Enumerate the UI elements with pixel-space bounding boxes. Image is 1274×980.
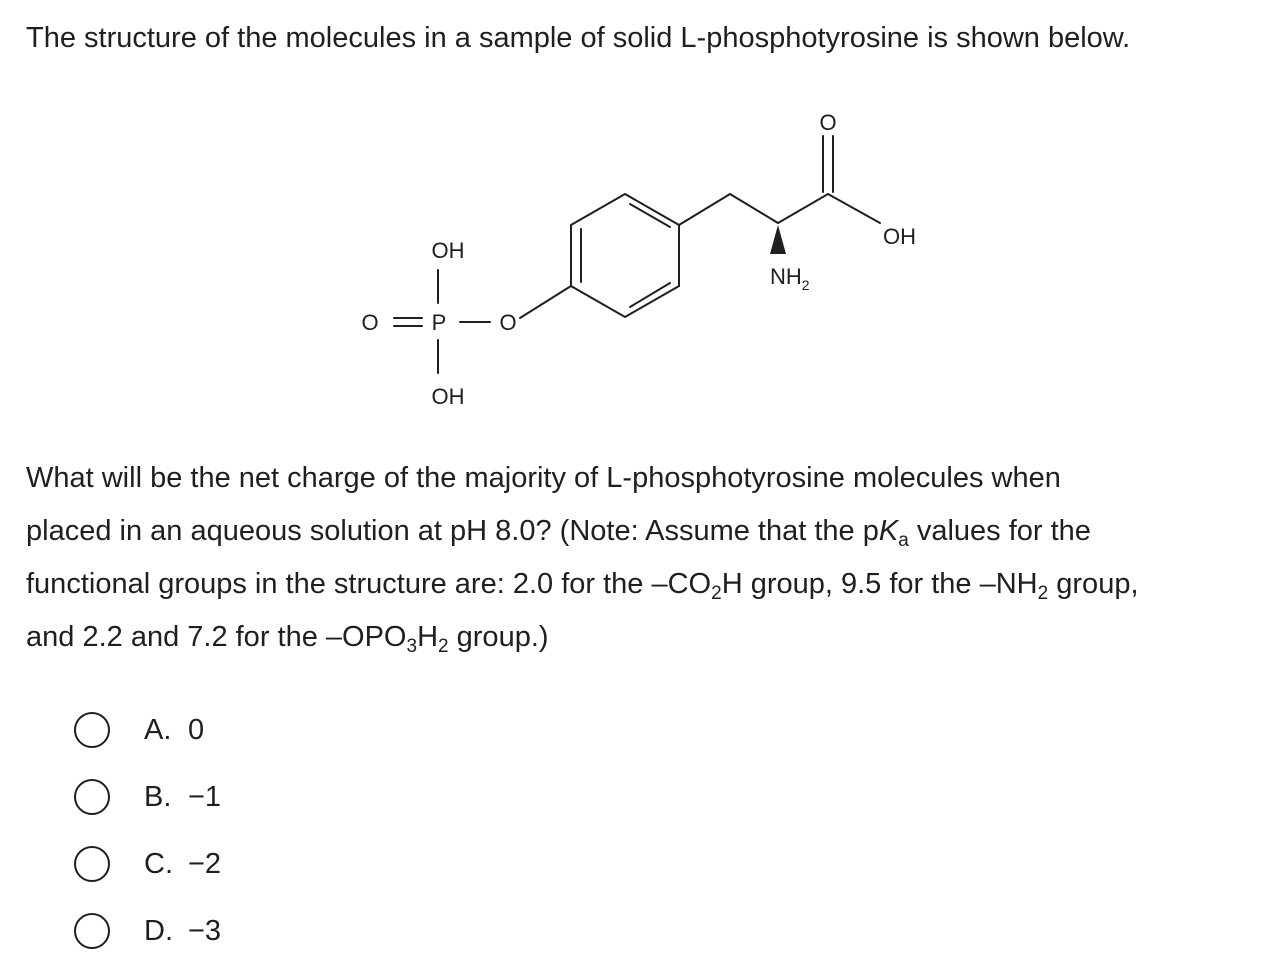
amine-group [770,264,810,293]
carboxyl-oh: OH [883,224,916,249]
question-line-3-text-c: group, [1048,568,1139,600]
question-line-2-text-b: values for the [908,515,1091,547]
radio-button-b[interactable] [74,779,110,815]
choice-b-letter: B. [144,780,172,813]
question-line-4-text-c: group.) [448,621,549,653]
question-line-4-text-a: and 2.2 and 7.2 for the –OPO [26,621,407,653]
answer-choices [74,708,221,976]
choice-d-letter: D. [144,914,173,947]
nh2-subscript: 2 [1037,583,1049,604]
phosphorus-atom: P [431,310,447,335]
choice-a-value: 0 [188,713,205,746]
carbonyl-oxygen: O [819,110,837,135]
question-intro: The structure of the molecules in a sample of solid L-phosphotyrosine is shown below. [26,22,1131,54]
pka-subscript: a [898,530,909,551]
question-line-1 [26,452,1266,505]
radio-button-c[interactable] [74,846,110,882]
choice-c-letter: C. [144,847,173,880]
choice-c-value: −2 [188,847,222,880]
wedge-bond [770,225,786,254]
choice-a-letter: A. [144,713,172,746]
choice-d[interactable] [74,909,221,953]
choice-b-value: −1 [188,780,222,813]
question-line-3 [26,558,1266,611]
question-line-1-text: What will be the net charge of the majority of L-phosphotyrosine molecules when [26,462,1061,494]
radio-button-d[interactable] [74,913,110,949]
choice-c[interactable] [74,842,221,886]
choice-b[interactable] [74,775,221,819]
benzene-ring [571,194,679,317]
choice-a[interactable] [74,708,221,752]
pka-k: K [878,515,899,547]
ester-oxygen: O [499,310,517,335]
h2-subscript: 2 [438,636,449,657]
question-line-4 [26,611,1266,664]
question-line-2 [26,505,1266,558]
amine-subscript: 2 [801,277,810,293]
question-line-3-text-a: functional groups in the structure are: 2.0 for the –CO [26,568,712,600]
choice-d-value: −3 [188,914,222,947]
question-line-3-text-b: H group, 9.5 for the –NH [721,568,1038,600]
question-line-2-text-a: placed in an aqueous solution at pH 8.0? (Note: Assume that the p [26,515,879,547]
phosphate-oh-bottom: OH [431,384,465,409]
phosphoryl-oxygen: O [361,310,379,335]
question-line-4-text-b: H [417,621,439,653]
opo3-subscript: 3 [406,636,418,657]
radio-button-a[interactable] [74,712,110,748]
co2h-subscript: 2 [711,583,722,604]
phosphate-oh-top: OH [431,238,465,263]
phosphotyrosine-structure [0,0,1274,440]
amine-label: NH [770,264,802,289]
question-text [26,452,1266,664]
